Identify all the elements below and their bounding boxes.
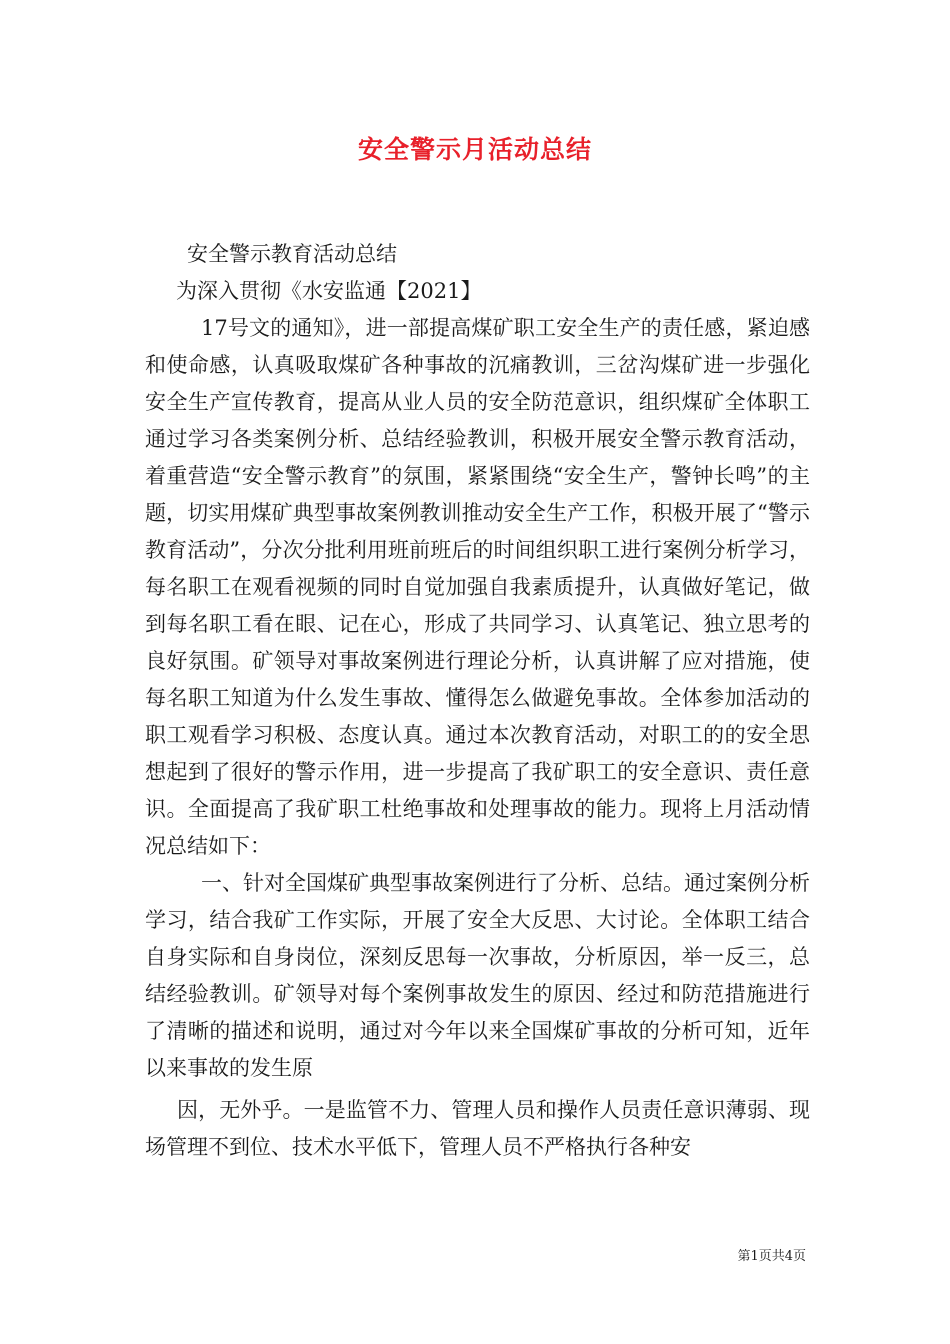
document-body	[145, 236, 810, 1166]
paragraph-notice: 17号文的通知》，进一部提高煤矿职工安全生产的责任感，紧迫感和使命感，认真吸取煤矿各种事故的沉痛教训，三岔沟煤矿进一步强化安全生产宣传教育，提高从业人员的安全防范意识，组织煤矿全体职工通过学习各类案例分析、总结经验教训，积极开展安全警示教育活动，着重营造“安全警示教育”的氛围，紧紧围绕“安全生产，警钟长鸣”的主题，切实用煤矿典型事故案例教训推动安全生产工作，积极开展了“警示教育活动”，分次分批利用班前班后的时间组织职工进行案例分析学习，每名职工在观看视频的同时自觉加强自我素质提升，认真做好笔记，做到每名职工看在眼、记在心，形成了共同学习、认真笔记、独立思考的良好氛围。矿领导对事故案例进行理论分析，认真讲解了应对措施，使每名职工知道为什么发生事故、懂得怎么做避免事故。全体参加活动的职工观看学习积极、态度认真。通过本次教育活动，对职工的的安全思想起到了很好的警示作用，进一步提高了我矿职工的安全意识、责任意识。全面提高了我矿职工杜绝事故和处理事故的能力。现将上月活动情况总结如下：	[145, 316, 810, 858]
paragraph-causes: 因，无外乎。一是监管不力、管理人员和操作人员责任意识薄弱、现场管理不到位、技术水平低下，管理人员不严格执行各种安	[145, 1098, 810, 1159]
paragraph-section-one: 一、针对全国煤矿典型事故案例进行了分析、总结。通过案例分析学习，结合我矿工作实际，开展了安全大反思、大讨论。全体职工结合自身实际和自身岗位，深刻反思每一次事故，分析原因，举一反三，总结经验教训。矿领导对每个案例事故发生的原因、经过和防范措施进行了清晰的描述和说明，通过对今年以来全国煤矿事故的分析可知，近年以来事故的发生原	[145, 871, 810, 1080]
paragraph-intro: 为深入贯彻《水安监通【2021】	[176, 279, 482, 303]
page-number-footer: 第1页共4页	[737, 1249, 806, 1264]
page-title: 安全警示月活动总结	[357, 135, 592, 164]
paragraph-subtitle: 安全警示教育活动总结	[187, 242, 397, 266]
